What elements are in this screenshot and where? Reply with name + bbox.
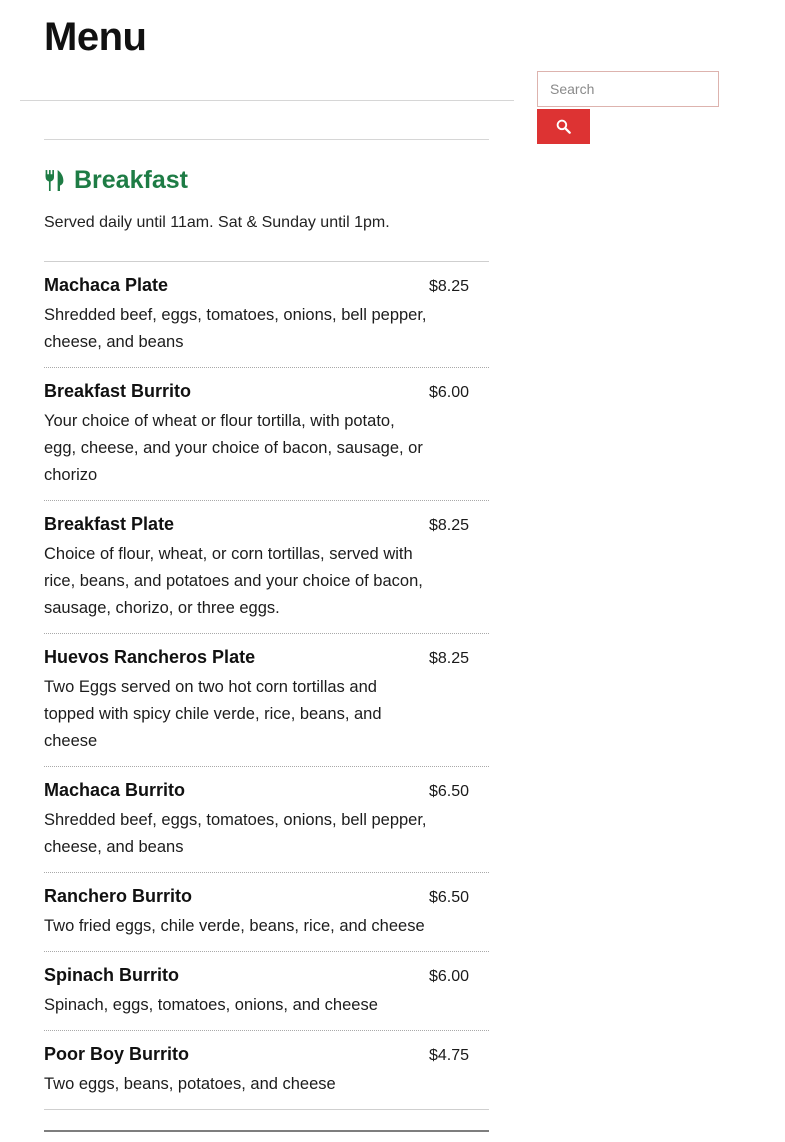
section-top-divider [44, 139, 489, 140]
menu-item-description: Two fried eggs, chile verde, beans, rice, and cheese [44, 917, 425, 935]
menu-item-name: Machaca Plate [44, 275, 169, 295]
menu-item-name: Spinach Burrito [44, 965, 180, 985]
menu-item-price: $6.00 [428, 968, 469, 985]
search-icon [556, 119, 571, 134]
menu-item-header [44, 778, 489, 804]
menu-item-name: Huevos Rancheros Plate [44, 647, 256, 667]
menu-item-price: $6.50 [428, 889, 469, 906]
page-title: Menu [44, 15, 147, 59]
menu-page [0, 14, 785, 1132]
menu-item [44, 368, 489, 501]
menu-item-header [44, 379, 489, 405]
menu-item-name: Breakfast Burrito [44, 381, 192, 401]
menu-item-name: Breakfast Plate [44, 514, 175, 534]
menu-item-header [44, 884, 489, 910]
menu-item-description: Choice of flour, wheat, or corn tortillas, served with rice, beans, and potatoes and your choice of bacon, sausage, chorizo, or three eggs. [44, 545, 423, 617]
section-subtitle: Served daily until 11am. Sat & Sunday until 1pm. [44, 214, 390, 231]
search-input[interactable] [537, 71, 719, 107]
bottom-divider [44, 1130, 489, 1132]
menu-item-description: Your choice of wheat or flour tortilla, with potato, egg, cheese, and your choice of bacon, sausage, or chorizo [44, 412, 423, 484]
utensils-icon [44, 169, 65, 192]
menu-item-description: Two eggs, beans, potatoes, and cheese [44, 1075, 336, 1093]
menu-item-header [44, 512, 489, 538]
menu-item [44, 873, 489, 952]
menu-item-description: Shredded beef, eggs, tomatoes, onions, bell pepper, cheese, and beans [44, 811, 427, 856]
menu-item-name: Machaca Burrito [44, 780, 186, 800]
menu-item-name: Poor Boy Burrito [44, 1044, 190, 1064]
menu-item-header [44, 645, 489, 671]
menu-list [44, 261, 489, 1110]
menu-item [44, 1031, 489, 1110]
search-widget [537, 71, 719, 144]
menu-item-header [44, 273, 489, 299]
menu-item [44, 501, 489, 634]
menu-item [44, 262, 489, 368]
menu-item-price: $8.25 [428, 278, 469, 295]
menu-item-description: Two Eggs served on two hot corn tortillas and topped with spicy chile verde, rice, beans, and cheese [44, 678, 382, 750]
menu-item-name: Ranchero Burrito [44, 886, 193, 906]
header-divider [20, 100, 514, 101]
menu-item [44, 952, 489, 1031]
menu-item-description: Spinach, eggs, tomatoes, onions, and cheese [44, 996, 378, 1014]
menu-item-price: $6.50 [428, 783, 469, 800]
menu-item-price: $8.25 [428, 650, 469, 667]
section-title: Breakfast [74, 166, 188, 194]
menu-item-description: Shredded beef, eggs, tomatoes, onions, bell pepper, cheese, and beans [44, 306, 427, 351]
menu-content [44, 139, 489, 1132]
search-button[interactable] [537, 109, 590, 144]
menu-item [44, 634, 489, 767]
menu-item-price: $4.75 [428, 1047, 469, 1064]
menu-item [44, 767, 489, 873]
menu-item-price: $8.25 [428, 517, 469, 534]
section-header [44, 166, 489, 195]
menu-item-price: $6.00 [428, 384, 469, 401]
menu-item-header [44, 1042, 489, 1068]
menu-item-header [44, 963, 489, 989]
